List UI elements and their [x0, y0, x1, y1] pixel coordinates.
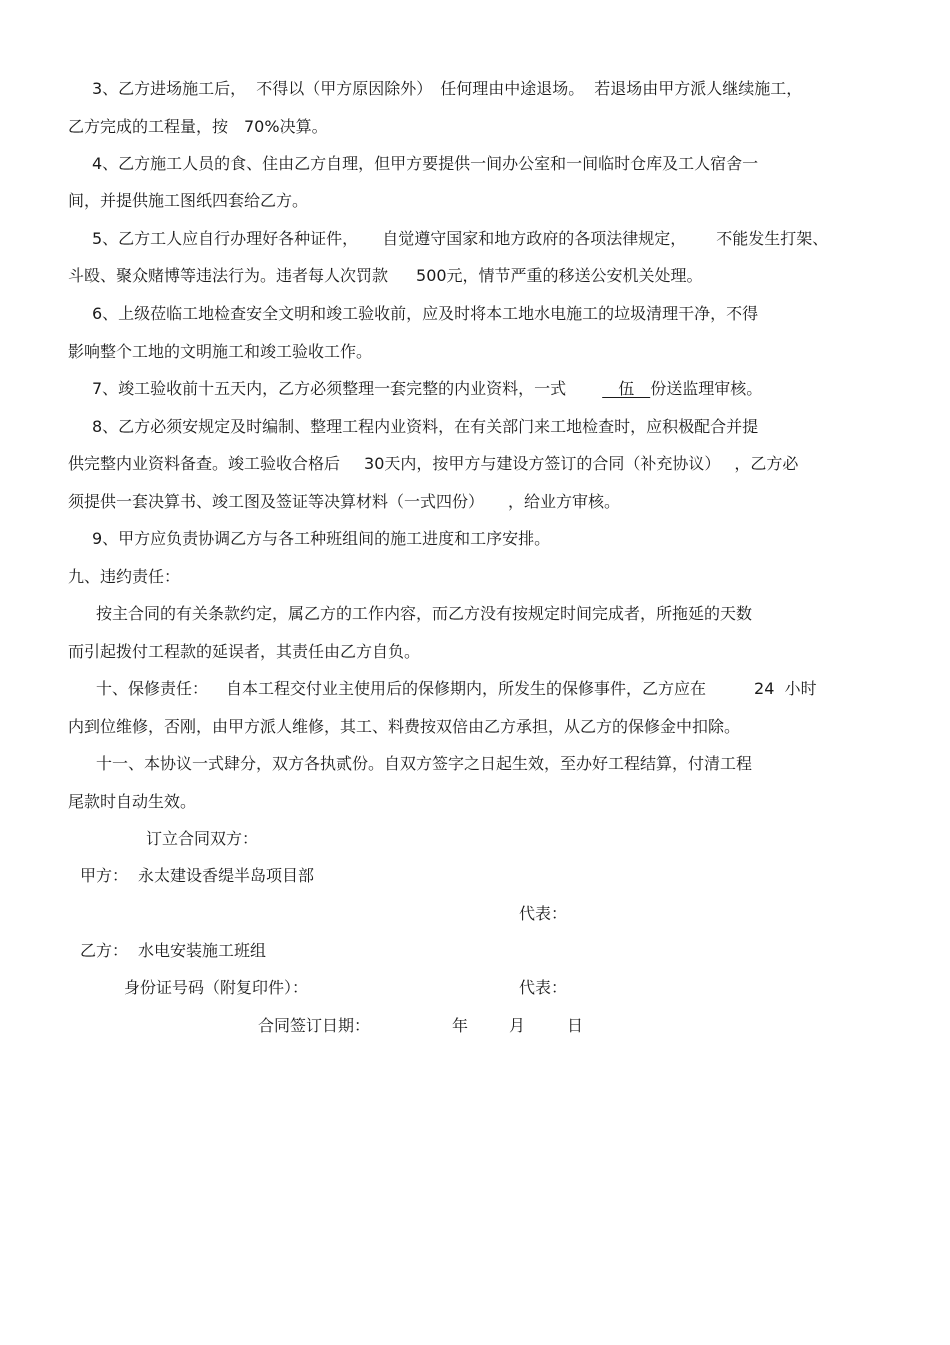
representative-label-a: 代表： [519, 904, 568, 923]
section-11-line-1: 十一、本协议一式肆分，双方各执贰份。自双方签字之日起生效，至办好工程结算，付清工程 [96, 754, 753, 773]
party-a-label: 甲方： [80, 866, 129, 885]
clause-3-line-1: 3、乙方进场施工后， 不得以（甲方原因除外） 任何理由中途退场。 若退场由甲方派人继续施工， [92, 79, 803, 98]
section-9-heading: 九、违约责任： [68, 567, 181, 586]
party-b-name: 水电安装施工班组 [138, 941, 267, 960]
clause-5-line-1: 5、乙方工人应自行办理好各种证件， 自觉遵守国家和地方政府的各项法律规定， 不能发生打架、 [92, 229, 829, 248]
clause-8-line-2: 供完整内业资料备查。竣工验收合格后 30天内，按甲方与建设方签订的合同（补充协议） ，乙方必 [68, 454, 799, 473]
section-9-line-1: 按主合同的有关条款约定，属乙方的工作内容，而乙方没有按规定时间完成者，所拖延的天数 [96, 604, 753, 623]
parties-heading: 订立合同双方： [146, 829, 259, 848]
clause-4-line-1: 4、乙方施工人员的食、住由乙方自理，但甲方要提供一间办公室和一间临时仓库及工人宿舍一 [92, 154, 759, 173]
date-month-label: 月 [509, 1016, 526, 1035]
clause-6-line-2: 影响整个工地的文明施工和竣工验收工作。 [68, 342, 373, 361]
id-number-label: 身份证号码（附复印件）： [124, 978, 309, 997]
date-day-label: 日 [567, 1016, 584, 1035]
clause-5-line-2: 斗殴、聚众赌博等违法行为。违者每人次罚款 500元，情节严重的移送公安机关处理。 [68, 266, 703, 285]
representative-label-b: 代表： [519, 978, 568, 997]
party-b-row [80, 940, 266, 962]
clause-7-line-1: 7、竣工验收前十五天内，乙方必须整理一套完整的内业资料，一式 伍 份送监理审核。 [92, 379, 763, 398]
section-10-line-1: 十、保修责任： 自本工程交付业主使用后的保修期内，所发生的保修事件，乙方应在 24 小时 [96, 679, 817, 698]
section-9-line-2: 而引起拨付工程款的延误者，其责任由乙方自负。 [68, 642, 421, 661]
clause-8-line-3: 须提供一套决算书、竣工图及签证等决算材料（一式四份） ，给业方审核。 [68, 492, 621, 511]
clause-3-line-2: 乙方完成的工程量，按 70%决算。 [68, 117, 328, 136]
copies-blank: 伍 [602, 379, 651, 398]
clause-4-line-2: 间，并提供施工图纸四套给乙方。 [68, 191, 309, 210]
party-a-name: 永太建设香缇半岛项目部 [138, 866, 315, 885]
party-a-row [80, 865, 314, 887]
date-year-label: 年 [452, 1016, 469, 1035]
section-10-line-2: 内到位维修，否刚，由甲方派人维修，其工、料费按双倍由乙方承担，从乙方的保修金中扣除。 [68, 717, 741, 736]
clause-6-line-1: 6、上级莅临工地检查安全文明和竣工验收前，应及时将本工地水电施工的垃圾清理干净，不得 [92, 304, 759, 323]
signing-date-label: 合同签订日期： [258, 1016, 371, 1035]
party-b-label: 乙方： [80, 941, 129, 960]
section-11-line-2: 尾款时自动生效。 [68, 792, 197, 811]
clause-8-line-1: 8、乙方必须安规定及时编制、整理工程内业资料，在有关部门来工地检查时，应积极配合并提 [92, 417, 759, 436]
clause-9-line-1: 9、甲方应负责协调乙方与各工种班组间的施工进度和工序安排。 [92, 529, 551, 548]
